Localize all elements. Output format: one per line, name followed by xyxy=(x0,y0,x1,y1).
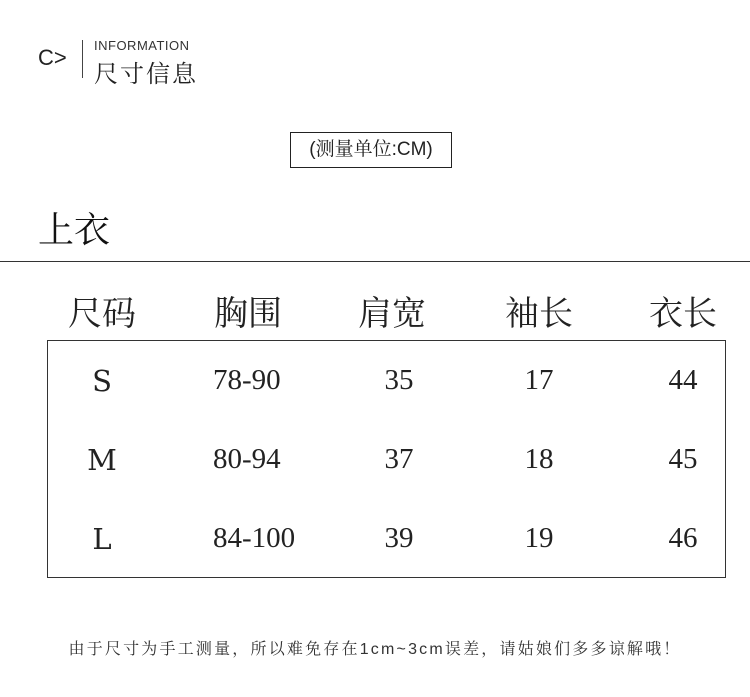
table-cell-shoulder: 35 xyxy=(384,364,414,396)
table-cell-length: 46 xyxy=(668,522,698,554)
section-title: 上衣 xyxy=(38,210,111,251)
table-cell-sleeve: 17 xyxy=(524,364,554,396)
table-cell-length: 44 xyxy=(668,364,698,396)
table-cell-sleeve: 19 xyxy=(524,522,554,554)
column-header-chest: 胸围 xyxy=(214,294,282,334)
table-cell-shoulder: 37 xyxy=(384,443,414,475)
logo-divider xyxy=(82,40,83,78)
column-header-size: 尺码 xyxy=(68,294,136,334)
table-cell-sleeve: 18 xyxy=(524,443,554,475)
footer-note: 由于尺寸为手工测量，所以难免存在1cm~3cm误差，请姑娘们多多谅解哦！ xyxy=(68,641,682,658)
table-cell-chest: 80-94 xyxy=(213,443,281,475)
column-header-shoulder: 肩宽 xyxy=(358,294,426,334)
table-cell-size: S xyxy=(92,364,112,398)
header-title: 尺寸信息 xyxy=(94,61,198,88)
table-cell-size: M xyxy=(87,443,117,477)
table-cell-shoulder: 39 xyxy=(384,522,414,554)
table-cell-length: 45 xyxy=(668,443,698,475)
column-header-length: 衣长 xyxy=(649,294,717,334)
logo-mark: C> xyxy=(38,45,67,70)
header-subtitle: INFORMATION xyxy=(94,38,190,53)
unit-note: (测量单位:CM) xyxy=(290,132,452,168)
column-header-sleeve: 袖长 xyxy=(505,294,573,334)
table-cell-chest: 78-90 xyxy=(213,364,281,396)
section-divider xyxy=(0,261,750,262)
table-cell-size: L xyxy=(92,522,112,556)
table-cell-chest: 84-100 xyxy=(213,522,296,554)
